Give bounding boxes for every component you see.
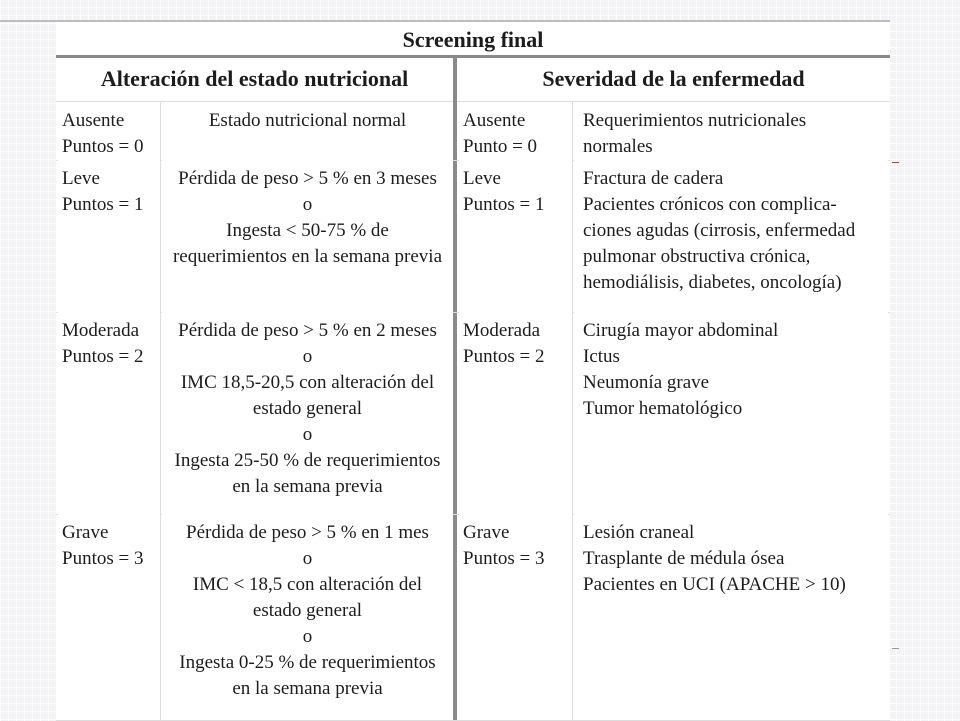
- cell-text-line: en la semana previa: [232, 678, 383, 699]
- cell-text-line: Grave: [62, 522, 109, 543]
- cell-text-line: Pérdida de peso > 5 % en 3 meses: [178, 168, 437, 189]
- screening-table: [56, 22, 890, 720]
- cell-text-line: Cirugía mayor abdominal: [583, 320, 779, 341]
- cell-text-line: estado general: [252, 600, 363, 621]
- cell-text-line: Pacientes en UCI (APACHE > 10): [583, 574, 846, 595]
- severity-level-cell: [459, 514, 572, 720]
- cell-text-line: IMC 18,5-20,5 con alteración del: [180, 372, 435, 393]
- cell-text-line: Lesión craneal: [583, 522, 695, 543]
- header-disease-severity: Severidad de la enfermedad: [457, 58, 890, 102]
- cell-text-line: Pérdida de peso > 5 % en 1 mes: [186, 522, 429, 543]
- cell-text-line: Ingesta 0-25 % de requerimientos: [179, 652, 436, 673]
- cell-text-line: Leve: [463, 168, 501, 189]
- nutrition-criteria-cell: [162, 514, 453, 720]
- cell-text-line: Puntos = 2: [463, 346, 545, 367]
- cell-text-line: Tumor hematológico: [583, 398, 743, 419]
- nutrition-level-cell: [58, 514, 160, 720]
- cell-text-line: ciones agudas (cirrosis, enfermedad: [583, 220, 856, 241]
- cell-text-line: Estado nutricional normal: [208, 110, 407, 131]
- severity-level-cell: [459, 102, 572, 160]
- cell-text-line: Grave: [463, 522, 510, 543]
- cell-text-line: hemodiálisis, diabetes, oncología): [583, 272, 842, 293]
- cell-text-line: o: [302, 548, 313, 569]
- cell-text-line: Puntos = 2: [62, 346, 144, 367]
- column-separator: [572, 102, 573, 160]
- nutrition-level-cell: [58, 102, 160, 160]
- cell-text-line: Punto = 0: [463, 136, 538, 157]
- cell-text-line: normales: [583, 136, 653, 157]
- nutrition-level-cell: [58, 312, 160, 514]
- side-tick-mark: [892, 648, 899, 649]
- cell-text-line: Fractura de cadera: [583, 168, 724, 189]
- severity-conditions-cell: [574, 514, 888, 720]
- cell-text-line: Ausente: [62, 110, 125, 131]
- cell-text-line: Trasplante de médula ósea: [583, 548, 785, 569]
- severity-conditions-cell: [574, 160, 888, 312]
- cell-text-line: Ictus: [583, 346, 620, 367]
- table-title: Screening final: [56, 22, 890, 58]
- column-separator: [160, 102, 161, 160]
- cell-text-line: Requerimientos nutricionales: [583, 110, 807, 131]
- header-nutritional-alteration: Alteración del estado nutricional: [56, 58, 453, 102]
- cell-text-line: Puntos = 0: [62, 136, 144, 157]
- severity-level-cell: [459, 312, 572, 514]
- nutrition-criteria-cell: [162, 160, 453, 312]
- column-separator: [572, 514, 573, 720]
- side-tick-mark: [892, 162, 899, 163]
- severity-conditions-cell: [574, 102, 888, 160]
- cell-text-line: Puntos = 3: [62, 548, 144, 569]
- cell-text-line: o: [302, 346, 313, 367]
- cell-text-line: Ingesta 25-50 % de requerimientos: [174, 450, 441, 471]
- cell-text-line: Leve: [62, 168, 100, 189]
- nutrition-level-cell: [58, 160, 160, 312]
- severity-level-cell: [459, 160, 572, 312]
- cell-text-line: estado general: [252, 398, 363, 419]
- cell-text-line: pulmonar obstructiva crónica,: [583, 246, 811, 267]
- cell-text-line: Puntos = 1: [62, 194, 144, 215]
- column-separator: [572, 312, 573, 514]
- cell-text-line: Moderada: [62, 320, 140, 341]
- cell-text-line: en la semana previa: [232, 476, 383, 497]
- cell-text-line: Ausente: [463, 110, 526, 131]
- nutrition-criteria-cell: [162, 102, 453, 160]
- severity-conditions-cell: [574, 312, 888, 514]
- cell-text-line: Pérdida de peso > 5 % en 2 meses: [178, 320, 437, 341]
- cell-text-line: Puntos = 1: [463, 194, 545, 215]
- cell-text-line: Puntos = 3: [463, 548, 545, 569]
- cell-text-line: Pacientes crónicos con complica-: [583, 194, 837, 215]
- cell-text-line: requerimientos en la semana previa: [172, 246, 443, 267]
- column-separator: [160, 514, 161, 720]
- column-separator: [160, 160, 161, 312]
- cell-text-line: Ingesta < 50-75 % de: [226, 220, 389, 241]
- cell-text-line: Moderada: [463, 320, 541, 341]
- nutrition-criteria-cell: [162, 312, 453, 514]
- cell-text-line: o: [302, 194, 313, 215]
- cell-text-line: o: [302, 626, 313, 647]
- column-separator: [160, 312, 161, 514]
- cell-text-line: Neumonía grave: [583, 372, 710, 393]
- cell-text-line: o: [302, 424, 313, 445]
- column-divider: [453, 58, 457, 720]
- cell-text-line: IMC < 18,5 con alteración del: [192, 574, 423, 595]
- column-separator: [572, 160, 573, 312]
